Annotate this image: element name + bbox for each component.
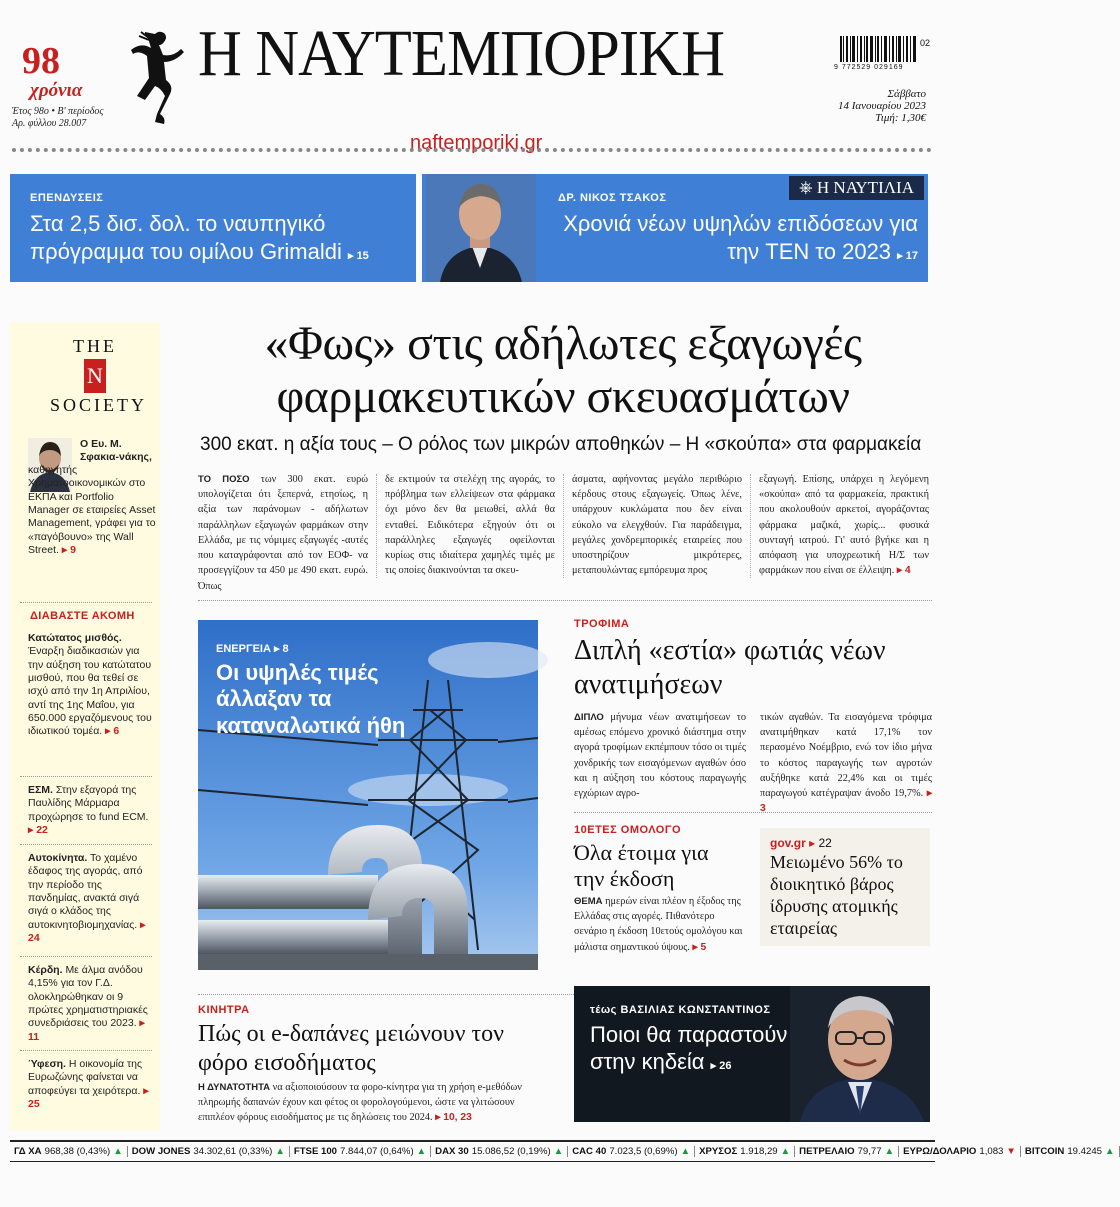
- issue-code: 02: [920, 38, 931, 48]
- newspaper-title: Η ΝΑΥΤΕΜΠΟΡΙΚΗ: [198, 17, 725, 90]
- column-divider: [563, 474, 564, 578]
- banner-kicker: ΔΡ. ΝΙΚΟΣ ΤΣΑΚΟΣ: [558, 192, 667, 204]
- page-reference: ▸ 17: [897, 249, 918, 262]
- arrow-down-icon: ▼: [1006, 1146, 1016, 1157]
- bond-story: ΘΕΜΑ ημερών είναι πλέον η έξοδος της Ελλάδας στις αγορές. Πιθανότερο σενάριο η έκδοση 10ετούς ομολόγου και μάλιστα σημαντικού ύψους. ▸ 5: [574, 896, 743, 953]
- ticker-name: CAC 40: [572, 1146, 607, 1157]
- ticker-value: 7.023,5 (0,69%): [609, 1146, 678, 1157]
- society-logo: [50, 336, 147, 416]
- gov-headline: Μειωμένο 56% το διοικητικό βάρος ίδρυσης ατομικής εταιρείας: [770, 852, 903, 938]
- food-story-column: ΔΙΠΛΟ μήνυμα νέων ανατιμήσεων το αμέσως επόμενο χρονικό διάστημα στην αγορά τροφίμων εκπέμπουν τόσο οι τιμές χονδρικής των εισαγόμενων αγαθών όσο και η αύξηση του κόστους παραγωγής εγχώριων αγρο-: [574, 712, 746, 800]
- section-divider: [198, 600, 932, 601]
- column-divider: [376, 474, 377, 578]
- banner-headline-text: Χρονιά νέων υψηλών επιδόσεων για την TEN το 2023: [563, 211, 918, 264]
- main-headline[interactable]: [198, 318, 928, 424]
- ticker-item: [10, 1146, 128, 1157]
- ticker-value: 1,083: [979, 1146, 1004, 1157]
- website-link[interactable]: naftemporiki.gr: [410, 132, 543, 154]
- ticker-value: 15.086,52 (0,19%): [471, 1146, 551, 1157]
- ticker-name: ΠΕΤΡΕΛΑΙΟ: [799, 1146, 855, 1157]
- section-divider: [198, 994, 576, 995]
- arrow-up-icon: ▲: [275, 1146, 285, 1157]
- arrow-up-icon: ▲: [680, 1146, 691, 1157]
- energy-feature[interactable]: [198, 620, 538, 970]
- read-more-item[interactable]: ΕΣΜ. Στην εξαγορά της Παυλίδης Μάρμαρα προχώρησε το fund ECM. ▸ 22: [28, 784, 149, 836]
- food-headline[interactable]: Διπλή «εστία» φωτιάς νέων ανατιμήσεων: [574, 635, 886, 700]
- main-story-column: εξαγωγή. Επίσης, υπάρχει η λεγόμενη «σκούπα» από τα φαρμακεία, πρακτική που ακολουθούν αρκετοί, αγοράζοντας φάρμακα μαζικά, χωρίς... φυσικά συνταγή ιατρού. Γι' αυτό βγήκε και η απόφαση για υποχρεωτική Η/Σ των φαρμάκων που είναι σε έλλειψη. ▸ 4: [759, 474, 929, 577]
- divider: [20, 844, 152, 845]
- divider: [20, 956, 152, 957]
- banner-headline: [538, 210, 918, 265]
- anniversary-years: 98: [22, 40, 60, 82]
- ticker-item: [568, 1146, 695, 1157]
- ticker-value: 19.4245: [1067, 1146, 1103, 1157]
- barcode-digits: 9 772529 029169: [834, 64, 904, 71]
- society-n: N: [84, 359, 106, 393]
- ticker-item: [695, 1146, 795, 1157]
- main-story-column: ΤΟ ΠΟΣΟ των 300 εκατ. ευρώ υπολογίζεται ότι ξεπερνά, ετησίως, η αξία των παράνομων - αδήλωτων παράλληλων εξαγωγών φαρμάκων στην Ελλάδα, με τις νόμιμες εξαγωγές -αυτές που καταγράφονται από τον ΕΟΦ- να προσεγγίζουν τα 450 με 490 εκατ. ευρώ. Όπως: [198, 474, 368, 592]
- ticker-item: [899, 1146, 1021, 1157]
- read-more-heading: ΔΙΑΒΑΣΤΕ ΑΚΟΜΗ: [30, 610, 135, 622]
- king-kicker: τέως ΒΑΣΙΛΙΑΣ ΚΩΝΣΤΑΝΤΙΝΟΣ: [590, 1004, 771, 1016]
- banner-kicker: ΕΠΕΝΔΥΣΕΙΣ: [30, 192, 104, 204]
- shipping-badge: ⎈ Η ΝΑΥΤΙΛΙΑ: [789, 176, 924, 200]
- issue-date: 14 Ιανουαρίου 2023: [837, 100, 926, 112]
- ticker-item: [1021, 1146, 1120, 1157]
- ticker-name: ΧΡΥΣΟΣ: [699, 1146, 738, 1157]
- bond-kicker: 10ΕΤΕΣ ΟΜΟΛΟΓΟ: [574, 824, 682, 836]
- read-more-item[interactable]: Κέρδη. Με άλμα ανόδου 4,15% για τον Γ.Δ. ολοκληρώθηκαν οι 9 πρώτες χρηματιστηριακές συνεδριάσεις του 2023. ▸ 11: [28, 964, 148, 1043]
- ticker-item: [128, 1146, 290, 1157]
- ticker-value: 79,77: [857, 1146, 882, 1157]
- food-kicker: ΤΡΟΦΙΜΑ: [574, 618, 630, 630]
- ticker-name: DAX 30: [435, 1146, 469, 1157]
- food-story-column: τικών αγαθών. Τα εισαγόμενα τρόφιμα ανατιμήθηκαν κατά 17,1% τον περασμένο Νοέμβριο, ενώ τον ίδιο μήνα το κόστος παραγωγής των αγροτών αυξήθηκε κατά 22,4% και οι τιμές παραγωγού κατέγραψαν άνοδο 19,7%. ▸ 3: [760, 712, 932, 815]
- columnist-bio[interactable]: καθηγητής Χρηματοοικονομικών στο ΕΚΠΑ και Portfolio Manager σε εταιρείες Asset Management, γράφει για το «παγόβουνο» της Wall Street. ▸ 9: [28, 464, 156, 556]
- ticker-value: 1.918,29: [740, 1146, 778, 1157]
- society-word: SOCIETY: [50, 395, 147, 415]
- hermes-logo-icon: [133, 28, 185, 128]
- incentives-story: Η ΔΥΝΑΤΟΤΗΤΑ να αξιοποιούσουν τα φορο-κίνητρα για τη χρήση e-μεθόδων πληρωμής δαπανών έχουν και φέτος οι φορολογούμενοι, ώστε να γλιτώσουν επιπλέον φόρους εισοδήματος με τις δηλώσεις του 2024. ▸ 10, 23: [198, 1082, 522, 1124]
- anniversary-label: χρόνια: [30, 80, 83, 101]
- main-headline-line: φαρμακευτικών σκευασμάτων: [276, 369, 850, 423]
- ticker-name: ΕΥΡΩ/ΔΟΛΑΡΙΟ: [903, 1146, 977, 1157]
- incentives-kicker: ΚΙΝΗΤΡΑ: [198, 1004, 250, 1016]
- main-headline-line: «Φως» στις αδήλωτες εξαγωγές: [264, 317, 862, 370]
- ticker-value: 34.302,61 (0,33%): [193, 1146, 273, 1157]
- ticker-item: [795, 1146, 899, 1157]
- section-divider: [574, 812, 932, 813]
- issue-number: Αρ. φύλλου 28.007: [12, 118, 87, 129]
- society-the: THE: [73, 336, 117, 356]
- columnist-name: Ο Ευ. Μ. Σφακια-νάκης,: [80, 438, 152, 464]
- arrow-up-icon: ▲: [553, 1146, 564, 1157]
- arrow-up-icon: ▲: [780, 1146, 791, 1157]
- read-more-item[interactable]: Κατώτατος μισθός. Έναρξη διαδικασιών για την αύξηση του κατώτατου μισθού, που θα τεθεί σε ισχύ από την 1η Απριλίου, αντί της 1ης Μαΐου, για 650.000 εργαζόμενους του ιδιωτικού τομέα. ▸ 6: [28, 632, 152, 738]
- arrow-up-icon: ▲: [884, 1146, 895, 1157]
- king-portrait-photo: [790, 986, 930, 1122]
- divider: [20, 602, 152, 603]
- masthead-divider: [12, 148, 932, 152]
- banner-headline: [30, 210, 410, 265]
- main-story-column: άσματα, αφήνοντας μεγάλο περιθώριο κέρδους στους εξαγωγείς. Όπως λένε, υπάρχουν κυκλώματα που δεν είναι εύκολο να ελεγχθούν. Για παράδειγμα, μεγάλες χονδρεμπορικές εταιρείες που υποστηρίζουν μικρότερες, μεταπουλώντας εμπόρευμα προς: [572, 474, 742, 577]
- main-subheadline: 300 εκατ. η αξία τους – Ο ρόλος των μικρών αποθηκών – Η «σκούπα» στα φαρμακεία: [200, 434, 922, 455]
- page-reference: ▸ 15: [347, 249, 369, 262]
- barcode-icon: [840, 36, 916, 62]
- arrow-up-icon: ▲: [1105, 1146, 1115, 1157]
- banner-headline-text: Στα 2,5 δισ. δολ. το ναυπηγικό πρόγραμμα του ομίλου Grimaldi: [30, 211, 342, 264]
- ticker-name: BITCOIN: [1024, 1146, 1065, 1157]
- king-headline: Ποιοι θα παραστούν στην κηδεία ▸ 26: [590, 1022, 788, 1074]
- issue-price: Τιμή: 1,30€: [875, 112, 926, 124]
- issue-day: Σάββατο: [887, 88, 926, 100]
- main-story-column: δε εκτιμούν τα στελέχη της αγοράς, το πρόβλημα των ελλείψεων στα φάρμακα όχι μόνο δεν θα μειωθεί, αλλά θα ενταθεί. Ειδικότερα εξηγούν ότι οι παράλληλες εξαγωγές οφείλονται κυρίως στις ιδιαίτερα χαμηλές τιμές με τις οποίες διακινούνται τα σκευ-: [385, 474, 555, 577]
- market-ticker: [10, 1140, 1115, 1162]
- read-more-item[interactable]: Ύφεση. Η οικονομία της Ευρωζώνης φαίνεται να αποφεύγει τα χειρότερα. ▸ 25: [28, 1058, 149, 1110]
- arrow-up-icon: ▲: [416, 1146, 427, 1157]
- gov-label: gov.gr ▸ 22: [770, 836, 832, 850]
- portrait-photo: [426, 174, 536, 282]
- ticker-value: 7.844,07 (0,64%): [340, 1146, 414, 1157]
- ticker-item: [290, 1146, 431, 1157]
- ship-wheel-icon: ⎈: [799, 178, 813, 197]
- gov-box[interactable]: [760, 828, 930, 946]
- arrow-up-icon: ▲: [113, 1146, 123, 1157]
- read-more-item[interactable]: Αυτοκίνητα. Το χαμένο έδαφος της αγοράς, από την περίοδο της πανδημίας, ανακτά σιγά σιγά ο κλάδος της αυτοκινητοβιομηχανίας. ▸ 24: [28, 852, 146, 944]
- banner-investments[interactable]: [10, 174, 416, 282]
- banner-shipping[interactable]: [422, 174, 928, 282]
- ticker-name: DOW JONES: [131, 1146, 191, 1157]
- bond-headline[interactable]: Όλα έτοιμα για την έκδοση: [574, 840, 709, 892]
- divider: [20, 1050, 152, 1051]
- column-divider: [750, 474, 751, 578]
- ticker-name: FTSE 100: [293, 1146, 338, 1157]
- issue-year: Έτος 98ο • Β' περίοδος: [12, 106, 104, 117]
- incentives-headline[interactable]: Πώς οι e-δαπάνες μειώνουν τον φόρο εισοδήματος: [198, 1021, 505, 1076]
- divider: [20, 776, 152, 777]
- ticker-item: [431, 1146, 568, 1157]
- king-feature[interactable]: [574, 986, 930, 1122]
- ticker-name: ΓΔ ΧΑ: [14, 1146, 42, 1157]
- ticker-value: 968,38 (0,43%): [44, 1146, 111, 1157]
- energy-headline: Οι υψηλές τιμές άλλαξαν τα καταναλωτικά ήθη: [216, 660, 406, 738]
- energy-kicker: ΕΝΕΡΓΕΙΑ ▸ 8: [216, 643, 289, 655]
